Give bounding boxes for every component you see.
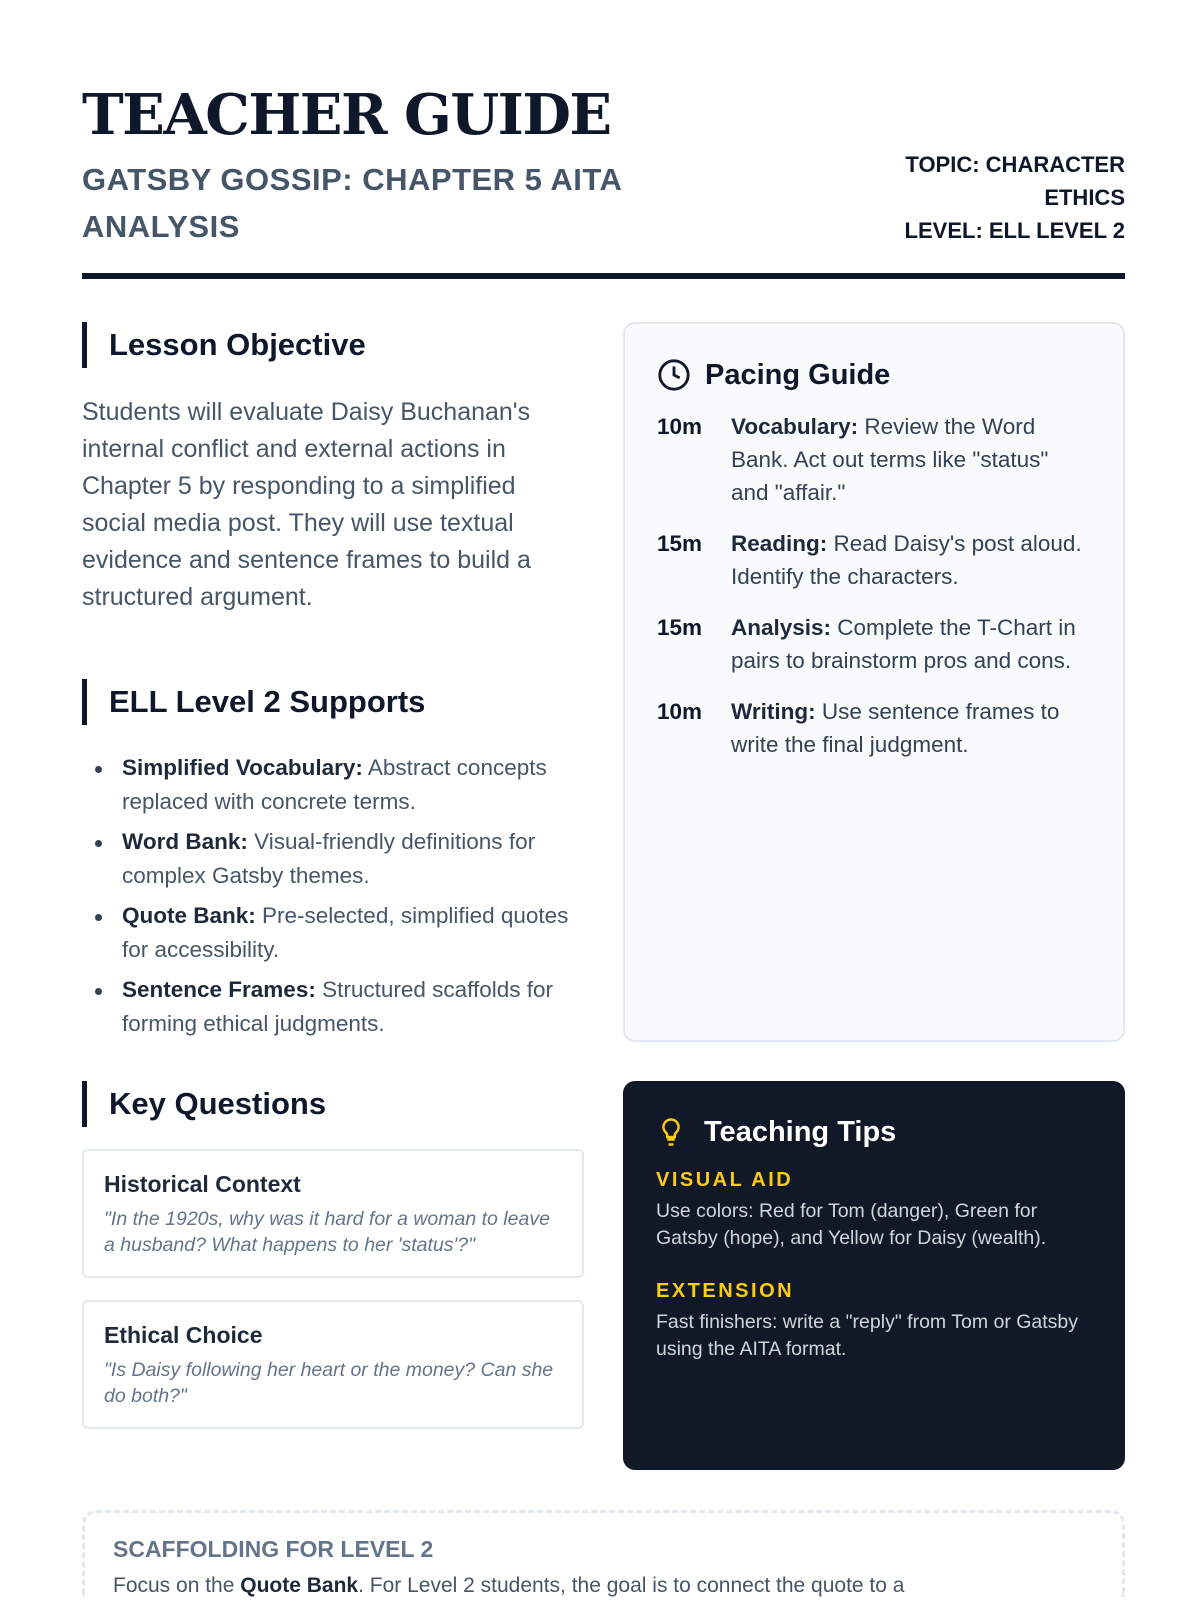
header-divider xyxy=(82,273,1125,279)
question-title: Historical Context xyxy=(104,1171,301,1197)
lesson-objective-section xyxy=(82,322,584,616)
tip-label: EXTENSION xyxy=(656,1280,795,1302)
lesson-meta xyxy=(865,148,1125,247)
level-label: LEVEL: ELL LEVEL 2 xyxy=(904,218,1125,243)
topic-label: TOPIC: CHARACTER ETHICS xyxy=(905,152,1125,210)
lightbulb-icon xyxy=(656,1115,686,1149)
list-item: Sentence Frames: Structured scaffolds for forming ethical judgments. xyxy=(82,973,584,1041)
question-title: Ethical Choice xyxy=(104,1322,263,1348)
scaffolding-text: Focus on the Quote Bank. For Level 2 students, the goal is to connect the quote to a xyxy=(113,1574,905,1597)
tip-label: VISUAL AID xyxy=(656,1169,794,1191)
section-heading: ELL Level 2 Supports xyxy=(82,679,584,725)
pacing-row: 10m Writing: Use sentence frames to write the final judgment. xyxy=(657,699,1060,757)
objective-text: Students will evaluate Daisy Buchanan's internal conflict and external actions in Chapter 5 by responding to a simplified social media post. They will use textual evidence and sentence frames to build a structured argument. xyxy=(82,398,531,611)
list-item: Quote Bank: Pre-selected, simplified quotes for accessibility. xyxy=(82,899,584,967)
teaching-tips-panel xyxy=(623,1081,1125,1470)
list-item: Word Bank: Visual-friendly definitions for complex Gatsby themes. xyxy=(82,825,584,893)
question-text: "Is Daisy following her heart or the money? Can she do both?" xyxy=(104,1359,554,1407)
clock-icon xyxy=(657,358,691,392)
pacing-guide-panel xyxy=(623,322,1125,1042)
question-text: "In the 1920s, why was it hard for a woman to leave a husband? What happens to her 'status'?" xyxy=(104,1208,550,1256)
question-card xyxy=(82,1149,584,1278)
tip-text: Use colors: Red for Tom (danger), Green for Gatsby (hope), and Yellow for Daisy (wealth). xyxy=(656,1200,1047,1249)
list-item: Simplified Vocabulary: Abstract concepts replaced with concrete terms. xyxy=(82,751,584,819)
ell-supports-section xyxy=(82,679,584,1047)
scaffolding-heading: SCAFFOLDING FOR LEVEL 2 xyxy=(113,1536,434,1562)
tip-text: Fast finishers: write a "reply" from Tom or Gatsby using the AITA format. xyxy=(656,1311,1079,1360)
supports-list xyxy=(82,751,584,1041)
pacing-row: 15m Reading: Read Daisy's post aloud. Identify the characters. xyxy=(657,531,1082,589)
panel-heading: Teaching Tips xyxy=(704,1115,897,1148)
pacing-row: 15m Analysis: Complete the T-Chart in pairs to brainstorm pros and cons. xyxy=(657,615,1076,673)
pacing-row: 10m Vocabulary: Review the Word Bank. Act out terms like "status" and "affair." xyxy=(657,414,1049,505)
panel-heading: Pacing Guide xyxy=(705,358,891,391)
key-questions-section xyxy=(82,1081,584,1429)
question-card xyxy=(82,1300,584,1429)
page-subtitle: GATSBY GOSSIP: CHAPTER 5 AITA ANALYSIS xyxy=(82,162,622,244)
section-heading: Key Questions xyxy=(82,1081,584,1127)
page-title: TEACHER GUIDE xyxy=(82,82,611,148)
section-heading: Lesson Objective xyxy=(82,322,584,368)
scaffolding-box xyxy=(82,1510,1125,1597)
